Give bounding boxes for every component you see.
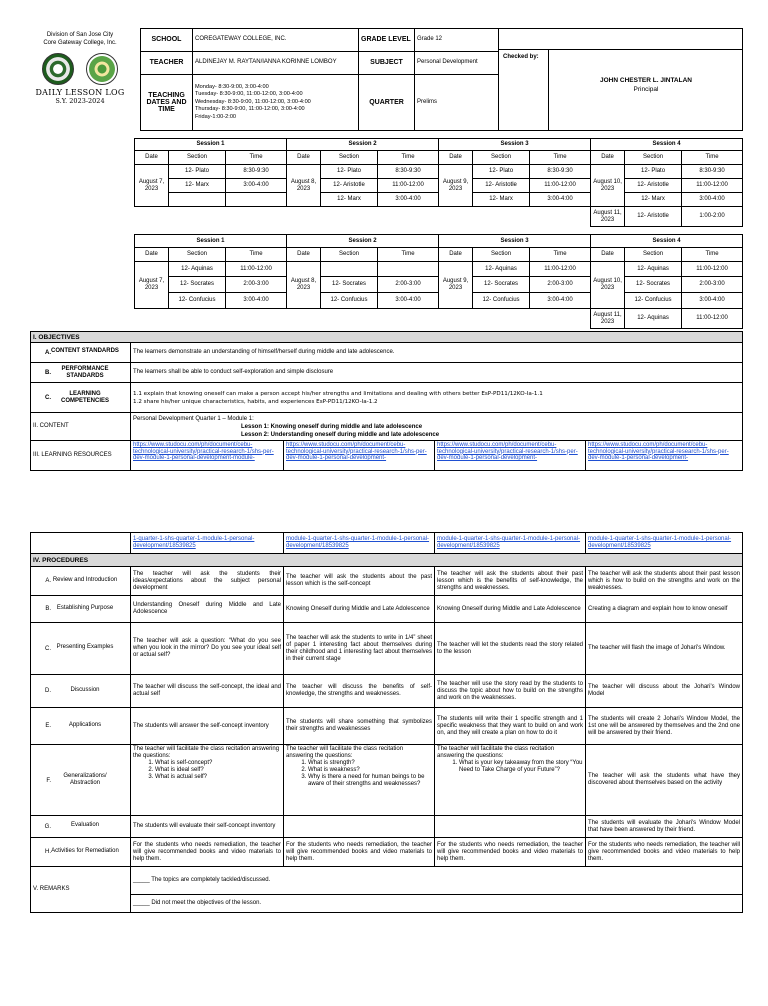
- session-2-header: Session 2: [287, 139, 439, 151]
- section-header: Section: [169, 151, 226, 165]
- schedule-date: August 11, 2023: [591, 207, 625, 227]
- schedule-date: August 7, 2023: [135, 262, 169, 309]
- schedule-section: 12- Socrates: [321, 277, 378, 293]
- schedule-time: 3:00-4:00: [378, 293, 439, 309]
- time-line: Friday-1:00-2:00: [195, 113, 237, 120]
- section-header: Section: [625, 151, 682, 165]
- school-value: COREGATEWAY COLLEGE, INC.: [193, 29, 359, 52]
- section-header: Section: [473, 151, 530, 165]
- schedule-time: 11:00-12:00: [682, 309, 743, 329]
- schedule-section: 12- Plato: [473, 165, 530, 179]
- time-header: Time: [378, 151, 439, 165]
- checked-by-cell: [499, 29, 743, 131]
- question-item: 2. What is ideal self?: [155, 767, 281, 774]
- schedule-time: 3:00-4:00: [530, 293, 591, 309]
- section-header: Section: [321, 151, 378, 165]
- item-name: PERFORMANCE STANDARDS: [61, 365, 109, 379]
- question-item: 1. What is self-concept?: [155, 760, 281, 767]
- performance-standards-label: [31, 363, 131, 383]
- session-3-header: Session 3: [439, 235, 591, 248]
- session-1-header: Session 1: [135, 139, 287, 151]
- procedure-cell: The teacher will flash the image of Johari's Window.: [586, 623, 743, 675]
- schedule-time: 2:00-3:00: [682, 277, 743, 293]
- schedule-spacer: [135, 207, 591, 227]
- schedule-table-2: [134, 234, 743, 329]
- schedule-date: August 9, 2023: [439, 165, 473, 207]
- schedule-section: 12- Aristotle: [473, 179, 530, 193]
- college-text: Core Gateway College, Inc.: [43, 40, 117, 46]
- procedure-cell: The teacher will ask the students to write in 1/4” sheet of paper 1 interesting fact about themselves during their childhood and 1 interesting fact about themselves in their current stage: [284, 623, 435, 675]
- procedure-cell: The teacher will ask the students what have they discovered about themselves based on the activity: [586, 745, 743, 816]
- teacher-label: TEACHER: [141, 51, 193, 74]
- schedule-section: 12- Aquinas: [169, 262, 226, 277]
- schedule-time: 2:00-3:00: [226, 277, 287, 293]
- procedure-cell: Knowing Oneself during Middle and Late Adolescence: [435, 596, 586, 623]
- schedule-section: 12- Socrates: [473, 277, 530, 293]
- time-line: Tuesday- 8:30-9:00, 11:00-12:00, 3:00-4:00: [195, 91, 303, 98]
- principal-name: JOHN CHESTER L. JINTALAN: [600, 77, 692, 84]
- procedure-cell: The teacher will discuss the benefits of self-knowledge, the strengths and weaknesses.: [284, 675, 435, 708]
- item-letter: C.: [45, 645, 51, 652]
- teaching-dates-value: [193, 74, 359, 130]
- schedule-time: 11:00-12:00: [682, 179, 743, 193]
- question-list: [437, 760, 583, 774]
- subject-label: SUBJECT: [359, 51, 415, 74]
- question-intro: The teacher will facilitate the class recitation answering the questions:: [437, 746, 555, 759]
- procedure-label-c: [31, 623, 131, 675]
- question-item: 1. What is strength?: [308, 760, 432, 767]
- content-title: II. CONTENT: [31, 413, 131, 441]
- section-header: Section: [321, 248, 378, 262]
- procedure-label-d: [31, 675, 131, 708]
- procedure-label-h: [31, 838, 131, 867]
- school-label: SCHOOL: [141, 29, 193, 52]
- subject-value: Personal Development: [415, 51, 499, 74]
- schedule-section: 12- Confucius: [321, 293, 378, 309]
- content-line: Lesson 2: Understanding oneself during middle and late adolescence: [241, 431, 440, 438]
- session-2-header: Session 2: [287, 235, 439, 248]
- item-letter: C.: [45, 395, 51, 402]
- remarks-title: V. REMARKS: [31, 867, 131, 913]
- schedule-date: August 9, 2023: [439, 262, 473, 309]
- procedure-cell: The teacher will ask a question: “What do you see when you look in the mirror? Do you see your ideal self or actual self?: [131, 623, 284, 675]
- schedule-time: 3:00-4:00: [378, 193, 439, 207]
- schedule-time: 3:00-4:00: [226, 293, 287, 309]
- remarks-line-1: _____ The topics are completely tackled/discussed.: [131, 867, 743, 895]
- time-header: Time: [378, 248, 439, 262]
- procedures-title: IV. PROCEDURES: [31, 554, 743, 567]
- procedures-table: [30, 532, 743, 913]
- item-letter: B.: [45, 606, 51, 613]
- schedule-time: 11:00-12:00: [682, 262, 743, 277]
- schedule-section: 12- Aquinas: [473, 262, 530, 277]
- procedure-label-f: [31, 745, 131, 816]
- question-intro: The teacher will facilitate the class recitation answering the questions:: [286, 746, 404, 759]
- header-table: [140, 28, 743, 131]
- question-item: 3. What is actual self?: [155, 774, 281, 781]
- procedure-cell: For the students who needs remediation, the teacher will give recommended books and video materials to help them.: [586, 838, 743, 867]
- checked-by-label: Checked by:: [503, 54, 539, 60]
- procedure-cell: For the students who needs remediation, the teacher will give recommended books and video materials to help them.: [284, 838, 435, 867]
- date-header: Date: [287, 248, 321, 262]
- procedure-cell-empty: [435, 816, 586, 838]
- procedure-cell: For the students who needs remediation, the teacher will give recommended books and video materials to help them.: [131, 838, 284, 867]
- logos: [30, 53, 130, 89]
- schedule-section: 12- Aquinas: [625, 309, 682, 329]
- item-letter: E.: [45, 723, 51, 730]
- section-header: Section: [473, 248, 530, 262]
- division-text: Division of San Jose City: [46, 32, 114, 38]
- procedure-cell: The students will write their 1 specific strength and 1 specific weakness that they want to build on and work on, and they will create a plan on how to do it: [435, 708, 586, 745]
- item-name: CONTENT STANDARDS: [51, 348, 119, 355]
- item-letter: A.: [45, 578, 51, 585]
- procedure-cell: The teacher will ask the students their ideas/expectations about the subject personal development: [131, 567, 284, 596]
- resource-link-1-cont[interactable]: 1-quarter-1-shs-quarter-1-module-1-personal-development/18539825: [131, 533, 284, 554]
- schedule-time: 8:30-9:30: [530, 165, 591, 179]
- procedure-cell: The teacher will ask the students about their past lesson which is the benefits of self-knowledge, the strengths and weaknesses.: [435, 567, 586, 596]
- date-header: Date: [439, 151, 473, 165]
- item-name: Discussion: [70, 686, 100, 693]
- quarter-label: QUARTER: [359, 74, 415, 130]
- schedule-time: 3:00-4:00: [682, 193, 743, 207]
- time-header: Time: [530, 151, 591, 165]
- date-header: Date: [591, 248, 625, 262]
- procedure-cell: The teacher will ask the students about their past lesson which is how to build on the strengths and work on the weaknesses.: [586, 567, 743, 596]
- resource-link-4[interactable]: https://www.studocu.com/ph/document/cebu-technological-university/practical-research-1/shs-per-dev-module-1-personal-development-: [586, 441, 743, 471]
- item-name: Review and Introduction: [52, 576, 118, 583]
- section-header: Section: [169, 248, 226, 262]
- resources-continued-empty: [31, 533, 131, 554]
- item-letter: H.: [45, 849, 51, 856]
- time-header: Time: [226, 151, 287, 165]
- procedure-cell-empty: [284, 816, 435, 838]
- schedule-time: 8:30-9:30: [378, 165, 439, 179]
- date-header: Date: [591, 151, 625, 165]
- procedure-label-g: [31, 816, 131, 838]
- date-header: Date: [439, 248, 473, 262]
- resource-link-3[interactable]: https://www.studocu.com/ph/document/cebu-technological-university/practical-research-1/shs-per-dev-module-1-personal-development-: [435, 441, 586, 471]
- resource-link-3-cont[interactable]: module-1-quarter-1-shs-quarter-1-module-1-personal-development/18539825: [435, 533, 586, 554]
- schedule-section: 12- Confucius: [473, 293, 530, 309]
- procedure-cell: The students will evaluate the Johari's Window Model that have been answered by their friend.: [586, 816, 743, 838]
- teaching-dates-label: TEACHING DATES AND TIME: [141, 74, 193, 130]
- session-3-header: Session 3: [439, 139, 591, 151]
- item-name: Establishing Purpose: [56, 604, 114, 611]
- schedule-section: 12- Marx: [169, 179, 226, 193]
- schedule-section: 12- Aristotle: [625, 207, 682, 227]
- content-line: Lesson 1: Knowing oneself during middle and late adolescence: [241, 423, 423, 430]
- schedule-time: 1:00-2:00: [682, 207, 743, 227]
- schedule-section: 12- Aquinas: [625, 262, 682, 277]
- schedule-time: 11:00-12:00: [530, 262, 591, 277]
- schedule-section: 12- Confucius: [625, 293, 682, 309]
- procedure-cell: [131, 745, 284, 816]
- quarter-value: Prelims: [415, 74, 499, 130]
- schedule-time: 8:30-9:30: [226, 165, 287, 179]
- learning-competencies-label: [31, 383, 131, 413]
- question-item: 2. What is weakness?: [308, 767, 432, 774]
- content-standards-label: [31, 343, 131, 363]
- time-line: Thursday- 8:30-9:00, 11:00-12:00, 3:00-4:00: [195, 106, 305, 113]
- item-name: Evaluation: [70, 822, 100, 829]
- item-name: Applications: [68, 721, 102, 728]
- date-header: Date: [287, 151, 321, 165]
- schedule-time: 2:00-3:00: [378, 277, 439, 293]
- procedure-cell: The students will answer the self-concept inventory: [131, 708, 284, 745]
- item-name: Activities for Remediation: [51, 847, 119, 854]
- learning-competencies-text: [131, 383, 743, 413]
- schedule-time: 8:30-9:30: [682, 165, 743, 179]
- schedule-date: August 10, 2023: [591, 262, 625, 309]
- session-4-header: Session 4: [591, 235, 743, 248]
- schedule-time: 11:00-12:00: [530, 179, 591, 193]
- schedule-time: 2:00-3:00: [530, 277, 591, 293]
- schedule-empty: [226, 193, 287, 207]
- schedule-date: August 7, 2023: [135, 165, 169, 207]
- resources-title: III. LEARNING RESOURCES: [31, 441, 131, 471]
- resource-link-2[interactable]: https://www.studocu.com/ph/document/cebu-technological-university/practical-research-1/shs-per-dev-module-1-personal-development-: [284, 441, 435, 471]
- time-line: Monday- 8:30-9:00, 3:00-4:00: [195, 83, 269, 90]
- item-letter: A.: [45, 349, 51, 356]
- schedule-section: 12- Socrates: [625, 277, 682, 293]
- performance-standards-text: The learners shall be able to conduct self-exploration and simple disclosure: [131, 363, 743, 383]
- school-header-block: [30, 31, 130, 105]
- item-name: Presenting Examples: [56, 644, 114, 651]
- procedure-cell: The teacher will use the story read by the students to discuss the topic about how to build on the strengths and work on the weaknesses.: [435, 675, 586, 708]
- schedule-section: 12- Aristotle: [321, 179, 378, 193]
- schedule-date: August 8, 2023: [287, 165, 321, 207]
- schedule-date: August 8, 2023: [287, 262, 321, 309]
- procedure-label-b: [31, 596, 131, 623]
- procedure-cell: The teacher will ask the students about the past lesson which is the self-concept: [284, 567, 435, 596]
- college-seal-logo: [86, 53, 118, 85]
- schedule-table-1: [134, 138, 743, 227]
- schedule-spacer: [135, 309, 591, 329]
- schedule-section: 12- Confucius: [169, 293, 226, 309]
- competency-line: 1.1 explain that knowing oneself can make a person accept his/her strengths and limitations and dealing with others better EsP-PD11/12KO-Ia-1.1: [133, 390, 543, 397]
- item-letter: G.: [44, 823, 51, 830]
- procedure-cell: [284, 745, 435, 816]
- question-list: [286, 760, 432, 788]
- procedure-cell: The teacher will let the students read the story related to the lesson: [435, 623, 586, 675]
- content-line: Personal Development Quarter 1 – Module 1:: [133, 415, 254, 422]
- procedure-cell: The teacher will discuss about the Johari's Window Model: [586, 675, 743, 708]
- item-letter: D.: [45, 688, 51, 695]
- schedule-section: 12- Marx: [321, 193, 378, 207]
- procedure-cell: The students will create 2 Johari's Window Model, the 1st one will be answered by themselves and the 2nd one will be answered by their friend.: [586, 708, 743, 745]
- schedule-section: 12- Aristotle: [625, 179, 682, 193]
- section-header: Section: [625, 248, 682, 262]
- procedure-label-e: [31, 708, 131, 745]
- objectives-table: [30, 331, 743, 471]
- procedure-cell: Creating a diagram and explain how to know oneself: [586, 596, 743, 623]
- date-header: Date: [135, 151, 169, 165]
- procedure-cell: The teacher will discuss the self-concept, the ideal and actual self: [131, 675, 284, 708]
- question-item: 1. What is your key takeaway from the story “You Need to Take Charge of your Future”?: [459, 760, 583, 774]
- schedule-section: 12- Plato: [169, 165, 226, 179]
- schedule-time: 3:00-4:00: [226, 179, 287, 193]
- procedure-cell: Knowing Oneself during Middle and Late Adolescence: [284, 596, 435, 623]
- schedule-time: 3:00-4:00: [530, 193, 591, 207]
- resource-link-2-cont[interactable]: module-1-quarter-1-shs-quarter-1-module-1-personal-development/18539825: [284, 533, 435, 554]
- procedure-label-a: [31, 567, 131, 596]
- objectives-title: I. OBJECTIVES: [31, 332, 743, 343]
- schedule-empty: [378, 262, 439, 277]
- procedure-cell: Understanding Oneself during Middle and Late Adolescence: [131, 596, 284, 623]
- schedule-empty: [321, 262, 378, 277]
- procedure-cell: The students will share something that symbolizes their strengths and weaknesses: [284, 708, 435, 745]
- schedule-section: 12- Plato: [625, 165, 682, 179]
- principal-title: Principal: [633, 86, 659, 93]
- teacher-value: ALDINEJAY M. RAYTAN/IANNA KORINNE LOMBOY: [193, 51, 359, 74]
- procedure-cell: [435, 745, 586, 816]
- schedule-section: 12- Socrates: [169, 277, 226, 293]
- question-item: 3. Why is there a need for human beings to be aware of their strengths and weaknesses?: [308, 774, 432, 788]
- item-name: Generalizations/ Abstraction: [63, 773, 107, 786]
- time-header: Time: [530, 248, 591, 262]
- log-title: DAILY LESSON LOG: [35, 88, 125, 97]
- resource-link-1[interactable]: https://www.studocu.com/ph/document/cebu-technological-university/practical-research-1/shs-per-dev-module-1-personal-development-module-: [131, 441, 284, 471]
- schedule-empty: [169, 193, 226, 207]
- grade-label: GRADE LEVEL: [359, 29, 415, 52]
- question-intro: The teacher will facilitate the class recitation answering the questions:: [133, 746, 280, 759]
- schedule-date: August 11, 2023: [591, 309, 625, 329]
- schedule-time: 11:00-12:00: [226, 262, 287, 277]
- competency-line: 1.2 share his/her unique characteristics, habits, and experiences EsP-PD11/12KO-Ia-1.2: [133, 398, 378, 405]
- item-letter: B.: [45, 370, 51, 377]
- schedule-section: 12- Marx: [625, 193, 682, 207]
- time-header: Time: [682, 151, 743, 165]
- school-year: S.Y. 2023-2024: [55, 97, 105, 105]
- time-line: Wednesday- 8:30-9:00, 11:00-12:00, 3:00-4:00: [195, 98, 311, 105]
- time-header: Time: [682, 248, 743, 262]
- schedule-section: 12- Marx: [473, 193, 530, 207]
- schedule-section: 12- Plato: [321, 165, 378, 179]
- session-4-header: Session 4: [591, 139, 743, 151]
- session-1-header: Session 1: [135, 235, 287, 248]
- question-list: [133, 760, 281, 781]
- date-header: Date: [135, 248, 169, 262]
- schedule-time: 3:00-4:00: [682, 293, 743, 309]
- content-text: [131, 413, 743, 441]
- item-letter: F.: [46, 777, 51, 784]
- procedure-cell: For the students who needs remediation, the teacher will give recommended books and video materials to help them.: [435, 838, 586, 867]
- resource-link-4-cont[interactable]: module-1-quarter-1-shs-quarter-1-module-1-personal-development/18539825: [586, 533, 743, 554]
- time-header: Time: [226, 248, 287, 262]
- schedule-time: 11:00-12:00: [378, 179, 439, 193]
- procedure-cell: The students will evaluate their self-concept inventory: [131, 816, 284, 838]
- grade-value: Grade 12: [415, 29, 499, 52]
- remarks-line-2: _____ Did not meet the objectives of the lesson.: [131, 895, 743, 913]
- deped-seal-logo: [42, 53, 74, 85]
- item-name: LEARNING COMPETENCIES: [60, 390, 109, 404]
- content-standards-text: The learners demonstrate an understanding of himself/herself during middle and late adolescence.: [131, 343, 743, 363]
- schedule-date: August 10, 2023: [591, 165, 625, 207]
